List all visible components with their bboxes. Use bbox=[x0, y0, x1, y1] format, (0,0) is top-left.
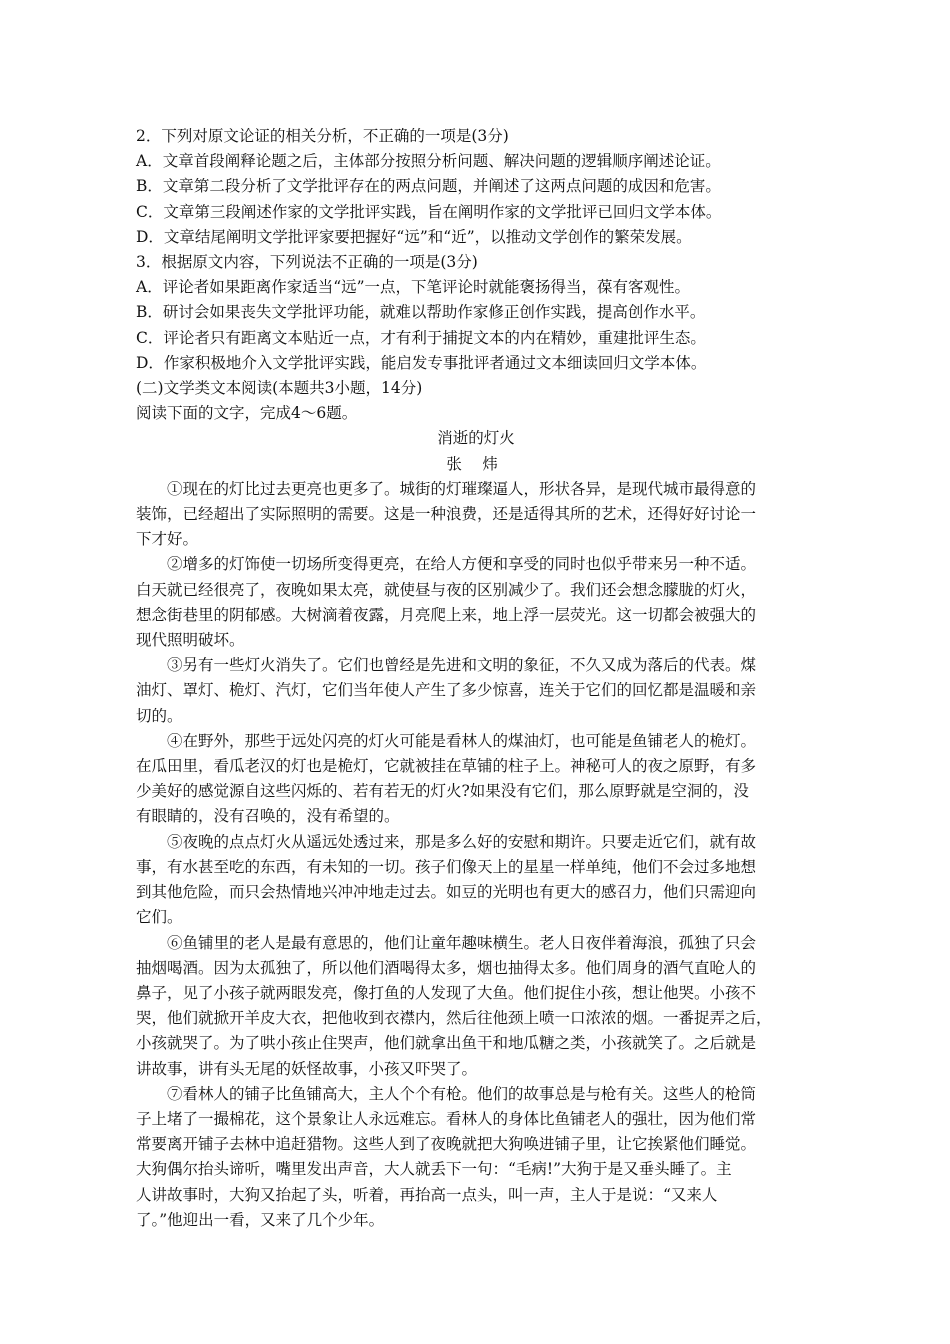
paragraph-1 bbox=[136, 477, 816, 553]
paragraph-line: 有眼睛的，没有召唤的，没有希望的。 bbox=[136, 807, 400, 826]
option-c: C．评论者只有距离文本贴近一点，才有利于捕捉文本的内在精妙，重建批评生态。 bbox=[136, 328, 706, 347]
option-d: D．作家积极地介入文学批评实践，能启发专事批评者通过文本细读回归文学本体。 bbox=[136, 353, 707, 372]
paragraph-line: ②增多的灯饰使一切场所变得更亮，在给人方便和享受的同时也似乎带来另一种不适。 bbox=[167, 555, 757, 574]
paragraph-line: 小孩就哭了。为了哄小孩止住哭声，他们就拿出鱼干和地瓜糖之类，小孩就笑了。之后就是 bbox=[136, 1034, 757, 1053]
paragraph-line: 常要离开铺子去林中追赶猎物。这些人到了夜晚就把大狗唤进铺子里，让它挨紧他们睡觉。 bbox=[136, 1135, 757, 1154]
paragraph-line: 切的。 bbox=[136, 706, 183, 725]
paragraph-line: 抽烟喝酒。因为太孤独了，所以他们酒喝得太多，烟也抽得太多。他们周身的酒气直呛人的 bbox=[136, 958, 757, 977]
question-2 bbox=[136, 124, 816, 250]
section-heading: (二)文学类文本阅读(本题共3小题，14分) bbox=[136, 379, 423, 398]
option-d: D．文章结尾阐明文学批评家要把握好“远”和“近”，以推动文学创作的繁荣发展。 bbox=[136, 227, 692, 246]
article-title: 消逝的灯火 bbox=[437, 429, 515, 448]
question-stem: 3．根据原文内容，下列说法不正确的一项是(3分) bbox=[136, 253, 478, 272]
option-b: B．研讨会如果丧失文学批评功能，就难以帮助作家修正创作实践，提高创作水平。 bbox=[136, 303, 706, 322]
article-body bbox=[136, 477, 816, 1233]
paragraph-line: ⑥鱼铺里的老人是最有意思的，他们让童年趣味横生。老人日夜伴着海浪，孤独了只会 bbox=[167, 933, 757, 952]
paragraph-line: 哭，他们就掀开羊皮大衣，把他收到衣襟内，然后往他颈上喷一口浓浓的烟。一番捉弄之后， bbox=[136, 1009, 772, 1028]
paragraph-5 bbox=[136, 830, 816, 931]
paragraph-line: 下才好。 bbox=[136, 530, 199, 549]
document-body bbox=[136, 124, 816, 1233]
paragraph-line: 装饰，已经超出了实际照明的需要。这是一种浪费，还是适得其所的艺术，还得好好讨论一 bbox=[136, 505, 757, 524]
paragraph-line: ①现在的灯比过去更亮也更多了。城街的灯璀璨逼人，形状各异，是现代城市最得意的 bbox=[167, 479, 757, 498]
paragraph-4 bbox=[136, 729, 816, 830]
paragraph-line: 人讲故事时，大狗又抬起了头，听着，再抬高一点头，叫一声，主人于是说：“又来人 bbox=[136, 1185, 718, 1204]
paragraph-6 bbox=[136, 931, 816, 1082]
paragraph-line: ③另有一些灯火消失了。它们也曾经是先进和文明的象征，不久又成为落后的代表。煤 bbox=[167, 656, 757, 675]
paragraph-line: ⑤夜晚的点点灯火从遥远处透过来，那是多么好的安慰和期许。只要走近它们，就有故 bbox=[167, 832, 757, 851]
paragraph-line: 事，有水甚至吃的东西，有未知的一切。孩子们像天上的星星一样单纯，他们不会过多地想 bbox=[136, 857, 757, 876]
paragraph-line: 子上堵了一撮棉花，这个景象让人永远难忘。看林人的身体比鱼铺老人的强壮，因为他们常 bbox=[136, 1109, 757, 1128]
paragraph-line: 了。”他迎出一看，又来了几个少年。 bbox=[136, 1210, 385, 1229]
paragraph-line: 在瓜田里，看瓜老汉的灯也是桅灯，它就被挂在草铺的柱子上。神秘可人的夜之原野，有多 bbox=[136, 757, 757, 776]
section-instruction: 阅读下面的文字，完成4～6题。 bbox=[136, 404, 358, 423]
question-stem: 2．下列对原文论证的相关分析，不正确的一项是(3分) bbox=[136, 127, 509, 145]
question-3 bbox=[136, 250, 816, 376]
paragraph-line: 想念街巷里的阴郁感。大树滴着夜露，月亮爬上来，地上浮一层荧光。这一切都会被强大的 bbox=[136, 605, 757, 624]
paragraph-line: 鼻子，见了小孩子就两眼发亮，像打鱼的人发现了大鱼。他们捉住小孩，想让他哭。小孩不 bbox=[136, 983, 757, 1002]
option-a: A．文章首段阐释论题之后，主体部分按照分析问题、解决问题的逻辑顺序阐述论证。 bbox=[136, 152, 721, 171]
paragraph-line: ④在野外，那些于远处闪亮的灯火可能是看林人的煤油灯，也可能是鱼铺老人的桅灯。 bbox=[167, 731, 757, 750]
paragraph-line: 讲故事，讲有头无尾的妖怪故事，小孩又吓哭了。 bbox=[136, 1059, 478, 1078]
article-author: 张 炜 bbox=[446, 454, 506, 473]
paragraph-7 bbox=[136, 1082, 816, 1233]
paragraph-line: 少美好的感觉源自这些闪烁的、若有若无的灯火?如果没有它们，那么原野就是空洞的，没 bbox=[136, 782, 749, 801]
paragraph-line: 现代照明破坏。 bbox=[136, 631, 245, 650]
paragraph-line: 油灯、罩灯、桅灯、汽灯，它们当年使人产生了多少惊喜，连关于它们的回忆都是温暖和亲 bbox=[136, 681, 757, 700]
paragraph-line: 白天就已经很亮了，夜晚如果太亮，就使昼与夜的区别减少了。我们还会想念朦胧的灯火， bbox=[136, 580, 757, 599]
option-a: A．评论者如果距离作家适当“远”一点，下笔评论时就能褒扬得当，葆有客观性。 bbox=[136, 278, 691, 297]
paragraph-line: 大狗偶尔抬头谛听，嘴里发出声音，大人就丢下一句：“毛病!”大狗于是又垂头睡了。主 bbox=[136, 1160, 732, 1179]
paragraph-2 bbox=[136, 552, 816, 653]
paragraph-line: 它们。 bbox=[136, 908, 183, 927]
option-c: C．文章第三段阐述作家的文学批评实践，旨在阐明作家的文学批评已回归文学本体。 bbox=[136, 202, 722, 221]
option-b: B．文章第二段分析了文学批评存在的两点问题，并阐述了这两点问题的成因和危害。 bbox=[136, 177, 721, 196]
paragraph-3 bbox=[136, 653, 816, 729]
paragraph-line: 到其他危险，而只会热情地兴冲冲地走过去。如豆的光明也有更大的感召力，他们只需迎向 bbox=[136, 883, 757, 902]
paragraph-line: ⑦看林人的铺子比鱼铺高大，主人个个有枪。他们的故事总是与枪有关。这些人的枪筒 bbox=[167, 1084, 757, 1103]
